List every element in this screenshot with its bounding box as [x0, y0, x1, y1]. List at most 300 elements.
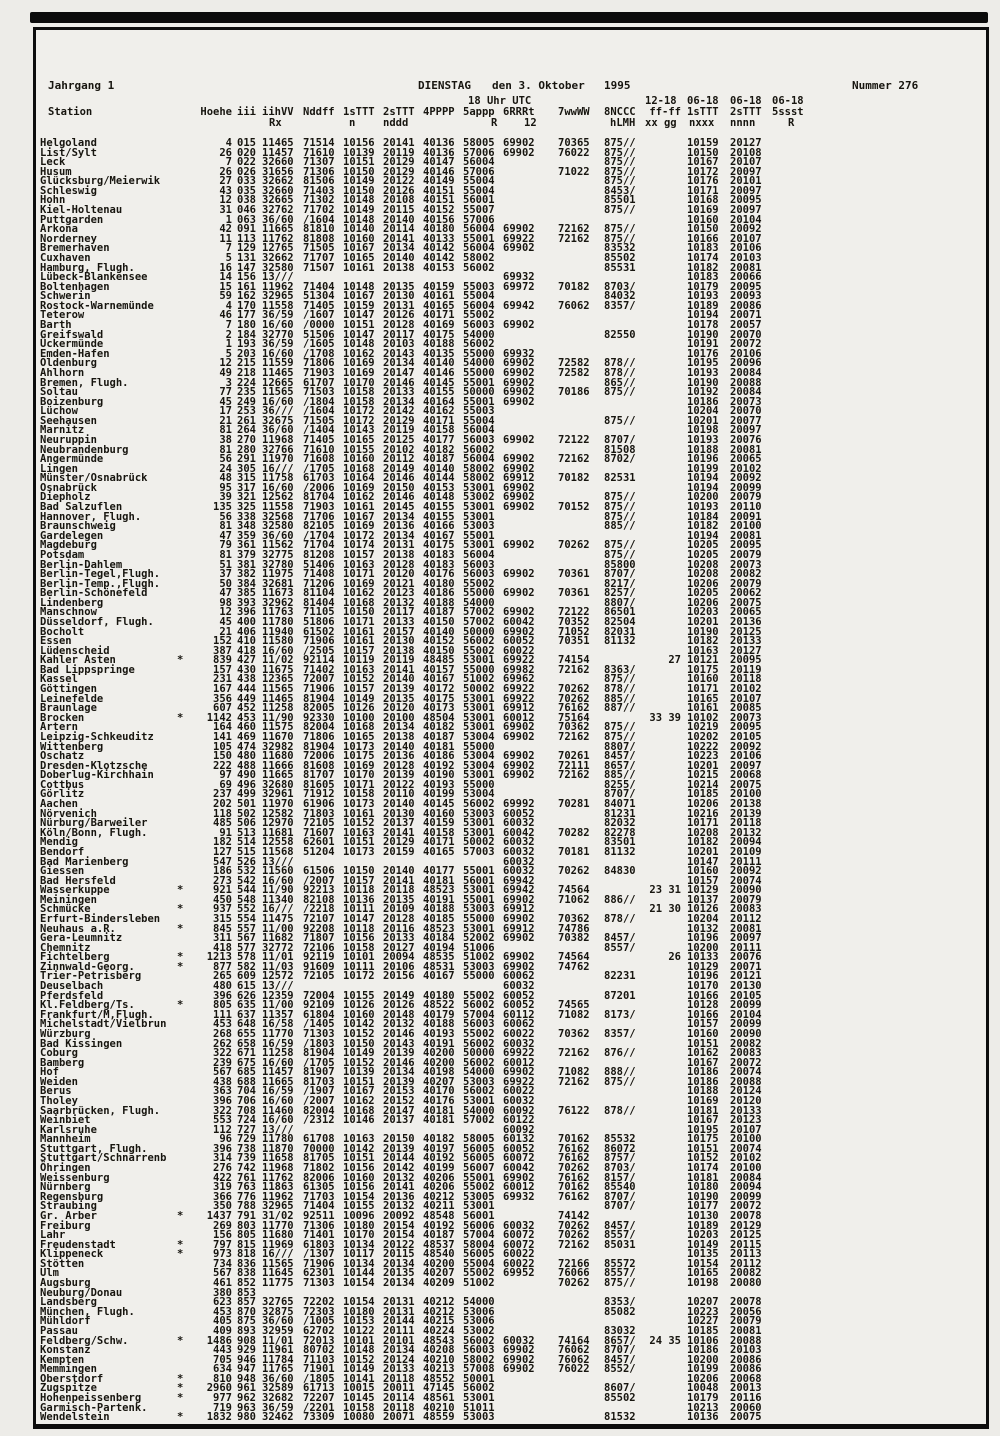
- cell-5appp: 55004: [463, 414, 495, 427]
- table-row: [0, 1401, 1000, 1414]
- cell-iihvv: 11970: [262, 453, 294, 466]
- cell-iihvv: 12359: [262, 989, 294, 1002]
- cell-5appp: 53001: [463, 721, 495, 734]
- cell-hoehe: 105: [213, 740, 232, 753]
- cell-iihvv: 32762: [262, 204, 294, 217]
- cell-iii: 400: [237, 616, 256, 628]
- cell-2sttt: 20115: [383, 1248, 415, 1261]
- cell-1sttt: 10157: [343, 683, 375, 696]
- cell-2sttt-0618: 20086: [730, 1363, 762, 1376]
- cell-hoehe: 27: [219, 175, 232, 188]
- cell-iihvv: 32665: [262, 194, 294, 207]
- cell-2sttt-0618: 20082: [730, 1037, 762, 1050]
- cell-hoehe: 37: [219, 568, 232, 581]
- cell-iii: 635: [237, 999, 256, 1012]
- cell-5appp: 55004: [463, 290, 495, 303]
- cell-5appp: 53001: [463, 539, 495, 552]
- cell-1sttt: 10147: [343, 328, 375, 341]
- cell-4pppp: 40186: [423, 750, 455, 763]
- cell-nddff: 81904: [303, 740, 335, 753]
- cell-7wwww: 72162: [558, 1075, 590, 1088]
- cell-7wwww: 70262: [558, 865, 590, 878]
- cell-iihvv: 11968: [262, 433, 294, 446]
- cell-hoehe: 42: [219, 223, 232, 236]
- cell-iihvv: 36/59: [262, 1401, 294, 1414]
- cell-iihvv: 11665: [262, 223, 294, 236]
- cell-1sttt: 10170: [343, 1229, 375, 1242]
- cell-1sttt-0618: 10182: [687, 635, 719, 648]
- cell-nddff: 71610: [303, 443, 335, 456]
- cell-hoehe: 380: [213, 1286, 232, 1299]
- table-row: [0, 1286, 1000, 1299]
- station-name: Marnitz: [40, 424, 85, 437]
- cell-8nccc: 8707/: [604, 568, 636, 581]
- cell-1sttt: 10172: [343, 970, 375, 983]
- table-row: [0, 922, 1000, 935]
- station-name: Arkona: [40, 223, 78, 236]
- cell-5appp: 56004: [463, 453, 495, 466]
- cell-hoehe: 17: [219, 405, 232, 418]
- cell-1sttt: 10169: [343, 481, 375, 494]
- cell-iihvv: 11559: [262, 357, 294, 370]
- cell-2sttt-0618: 20138: [730, 798, 762, 811]
- cell-2sttt: 20119: [383, 424, 415, 437]
- cell-iii: 406: [237, 625, 256, 638]
- cell-iihvv: 11765: [262, 1363, 294, 1376]
- cell-2sttt: 20122: [383, 175, 415, 188]
- cell-5appp: 55001: [463, 893, 495, 906]
- table-row: [0, 158, 1000, 168]
- cell-5appp: 53001: [463, 711, 495, 724]
- cell-iii: 554: [237, 912, 256, 925]
- cell-1sttt-0618: 10205: [687, 587, 719, 600]
- cell-iihvv: 36///: [262, 405, 294, 418]
- cell-8nccc: 875//: [604, 165, 636, 178]
- cell-5appp: 53001: [463, 481, 495, 494]
- cell-2sttt: 20134: [383, 721, 415, 734]
- cell-nddff: 82005: [303, 702, 335, 715]
- cell-1sttt-0618: 10192: [687, 386, 719, 399]
- cell-hoehe: 734: [213, 1257, 232, 1270]
- table-row: [0, 474, 1000, 484]
- table-row: [0, 1305, 1000, 1318]
- cell-4pppp: 40150: [423, 616, 455, 628]
- cell-hoehe: 387: [213, 644, 232, 657]
- cell-7wwww: 74564: [558, 884, 590, 897]
- cell-5appp: 53001: [463, 1095, 495, 1107]
- cell-nddff: /1705: [303, 1056, 335, 1069]
- cell-1sttt: 10119: [343, 654, 375, 667]
- cell-6rrrt: 69902: [503, 587, 535, 600]
- cell-6rrrt: 69902: [503, 750, 535, 763]
- cell-4pppp: 40159: [423, 280, 455, 293]
- cell-6rrrt: 69932: [503, 347, 535, 360]
- cell-2sttt: 20144: [383, 1315, 415, 1328]
- table-row: [0, 912, 1000, 925]
- cell-hoehe: 26: [219, 165, 232, 178]
- cell-4pppp: 40140: [423, 357, 455, 370]
- cell-hoehe: 553: [213, 1114, 232, 1127]
- cell-iii: 162: [237, 290, 256, 303]
- cell-4pppp: 48561: [423, 1391, 455, 1404]
- table-row: [0, 433, 1000, 446]
- cell-2sttt-0618: 20076: [730, 433, 762, 446]
- cell-1sttt-0618: 10215: [687, 769, 719, 782]
- cell-2sttt: 20153: [383, 1085, 415, 1098]
- cell-hoehe: 315: [213, 912, 232, 925]
- station-name: Freudenstadt: [40, 1238, 116, 1251]
- cell-6rrrt: 60132: [503, 1133, 535, 1146]
- cell-2sttt-0618: 20133: [730, 1104, 762, 1117]
- cell-5appp: 54000: [463, 596, 495, 609]
- cell-2sttt-0618: 20073: [730, 711, 762, 724]
- cell-1sttt-0618: 10168: [687, 194, 719, 207]
- cell-5appp: 53003: [463, 960, 495, 973]
- cell-2sttt: 20130: [383, 807, 415, 820]
- cell-7wwww: 70352: [558, 616, 590, 628]
- cell-1sttt-0618: 10152: [687, 1152, 719, 1165]
- table-row: [0, 376, 1000, 389]
- cell-7wwww: 76162: [558, 1171, 590, 1184]
- column-sub-label: xx gg: [645, 117, 677, 129]
- cell-iihvv: 11645: [262, 1267, 294, 1280]
- cell-4pppp: 40149: [423, 175, 455, 188]
- cell-1sttt: 10122: [343, 1324, 375, 1337]
- station-name: Lingen: [40, 462, 78, 475]
- cell-iii: 393: [237, 596, 256, 609]
- cell-iihvv: 11/90: [262, 884, 294, 897]
- cell-nddff: 92109: [303, 999, 335, 1012]
- cell-iii: 488: [237, 759, 256, 772]
- cell-iii: 688: [237, 1075, 256, 1088]
- cell-2sttt: 20127: [383, 941, 415, 954]
- cell-5appp: 55002: [463, 309, 495, 322]
- cell-hoehe: 719: [213, 1401, 232, 1414]
- cell-2sttt-0618: 20013: [730, 1382, 762, 1395]
- cell-hoehe: 14: [219, 271, 232, 284]
- column-label: 4PPPP: [423, 106, 455, 118]
- cell-5appp: 55007: [463, 204, 495, 217]
- cell-2sttt-0618: 20071: [730, 960, 762, 973]
- cell-2sttt: 20123: [383, 587, 415, 600]
- column-labels: [0, 107, 1000, 118]
- station-name: Trier-Petrisberg: [40, 970, 142, 983]
- cell-4pppp: 40175: [423, 328, 455, 341]
- cell-iihvv: 32780: [262, 558, 294, 571]
- cell-4pppp: 48559: [423, 1411, 455, 1424]
- cell-5appp: 50002: [463, 683, 495, 696]
- cell-nddff: 81707: [303, 769, 335, 782]
- cell-iii: 980: [237, 1411, 256, 1424]
- cell-nddff: /1605: [303, 338, 335, 351]
- cell-1sttt-0618: 10195: [687, 357, 719, 370]
- cell-8nccc: 82550: [604, 328, 636, 341]
- cell-2sttt: 20134: [383, 242, 415, 255]
- cell-4pppp: 40150: [423, 644, 455, 657]
- cell-hoehe: 921: [213, 884, 232, 897]
- cell-iii: 490: [237, 769, 256, 782]
- cell-7wwww: 72162: [558, 232, 590, 245]
- cell-2sttt: 20140: [383, 740, 415, 753]
- cell-hoehe: 157: [213, 663, 232, 676]
- cell-5appp: 55000: [463, 740, 495, 753]
- cell-1sttt: 10171: [343, 568, 375, 581]
- cell-iihvv: 16/60: [262, 1095, 294, 1107]
- cell-hoehe: 2960: [206, 1382, 232, 1395]
- cell-2sttt-0618: 20078: [730, 1209, 762, 1222]
- cell-iii: 791: [237, 1209, 256, 1222]
- column-label: ff-ff: [649, 106, 681, 118]
- cell-1sttt: 10159: [343, 299, 375, 312]
- cell-iii: 449: [237, 692, 256, 705]
- cell-1sttt: 10162: [343, 1095, 375, 1107]
- cell-5appp: 50000: [463, 1047, 495, 1060]
- cell-iihvv: 31656: [262, 165, 294, 178]
- cell-2sttt-0618: 20097: [730, 424, 762, 437]
- cell-iii: 738: [237, 1142, 256, 1155]
- cell-iihvv: 11770: [262, 1219, 294, 1232]
- cell-1sttt: 10096: [343, 1209, 375, 1222]
- cell-1sttt-0618: 10205: [687, 539, 719, 552]
- cell-5appp: 53002: [463, 1324, 495, 1337]
- cell-8nccc: 875//: [604, 146, 636, 159]
- cell-8nccc: 82504: [604, 616, 636, 628]
- cell-4pppp: 40194: [423, 941, 455, 954]
- table-row: [0, 1068, 1000, 1078]
- cell-5appp: 56002: [463, 635, 495, 648]
- cell-2sttt: 20133: [383, 932, 415, 945]
- station-name: Würzburg: [40, 1027, 91, 1040]
- cell-nddff: 72107: [303, 912, 335, 925]
- cell-7wwww: 70282: [558, 826, 590, 839]
- cell-4pppp: 40160: [423, 807, 455, 820]
- table-row: [0, 1269, 1000, 1279]
- table-row: [0, 893, 1000, 906]
- cell-2sttt: 20149: [383, 989, 415, 1002]
- cell-1sttt-0618: 10162: [687, 1047, 719, 1060]
- station-name: Kl.Feldberg/Ts.: [40, 999, 135, 1012]
- cell-nddff: 71507: [303, 261, 335, 274]
- cell-4pppp: 40156: [423, 213, 455, 226]
- column-sub-label: R: [788, 117, 795, 129]
- cell-4pppp: 40207: [423, 1267, 455, 1280]
- cell-2sttt: 20133: [383, 616, 415, 628]
- cell-1sttt-0618: 10160: [687, 865, 719, 878]
- cell-iii: 544: [237, 884, 256, 897]
- cell-iii: 853: [237, 1286, 256, 1299]
- cell-hoehe: 480: [213, 980, 232, 993]
- cell-nddff: 61906: [303, 798, 335, 811]
- station-star: *: [177, 1248, 184, 1261]
- cell-iihvv: 11558: [262, 299, 294, 312]
- cell-nddff: 72004: [303, 989, 335, 1002]
- cell-7wwww: 76022: [558, 1363, 590, 1376]
- cell-2sttt: 20129: [383, 836, 415, 849]
- cell-hoehe: 623: [213, 1296, 232, 1309]
- cell-hoehe: 152: [213, 635, 232, 648]
- cell-6rrrt: 60052: [503, 999, 535, 1012]
- cell-4pppp: 40164: [423, 395, 455, 408]
- cell-2sttt: 20118: [383, 1372, 415, 1385]
- column-label: Hoehe: [200, 106, 232, 118]
- cell-4pppp: 40212: [423, 1305, 455, 1318]
- cell-6rrrt: 69902: [503, 453, 535, 466]
- cell-2sttt: 20150: [383, 481, 415, 494]
- cell-2sttt: 20114: [383, 1391, 415, 1404]
- cell-6rrrt: 69902: [503, 386, 535, 399]
- cell-1sttt-0618: 10203: [687, 606, 719, 619]
- table-row: [0, 656, 1000, 666]
- cell-5appp: 58002: [463, 251, 495, 264]
- cell-iii: 452: [237, 702, 256, 715]
- cell-1sttt: 10148: [343, 338, 375, 351]
- cell-nddff: /1405: [303, 1018, 335, 1031]
- cell-4pppp: 40136: [423, 137, 455, 149]
- cell-6rrrt: 60062: [503, 970, 535, 983]
- cell-1sttt: 10171: [343, 616, 375, 628]
- cell-iii: 396: [237, 606, 256, 619]
- cell-iii: 908: [237, 1334, 256, 1347]
- cell-5appp: 55004: [463, 175, 495, 188]
- cell-nddff: 82105: [303, 520, 335, 533]
- cell-4pppp: 40187: [423, 1229, 455, 1242]
- table-row: [0, 1087, 1000, 1097]
- cell-iii: 264: [237, 424, 256, 437]
- cell-nddff: 82004: [303, 721, 335, 734]
- cell-1sttt: 10158: [343, 1401, 375, 1414]
- cell-4pppp: 40152: [423, 635, 455, 648]
- station-name: Kempten: [40, 1353, 85, 1366]
- cell-6rrrt: 69902: [503, 319, 535, 332]
- cell-4pppp: 40210: [423, 1353, 455, 1366]
- station-name: Wendelstein: [40, 1411, 110, 1424]
- station-name: Bad Marienberg: [40, 855, 129, 868]
- cell-hoehe: 164: [213, 721, 232, 734]
- cell-1sttt: 10163: [343, 558, 375, 571]
- cell-7wwww: 70361: [558, 568, 590, 581]
- cell-5appp: 56002: [463, 443, 495, 456]
- cell-7wwww: 75164: [558, 711, 590, 724]
- cell-2sttt-0618: 20099: [730, 1190, 762, 1203]
- cell-5appp: 53001: [463, 692, 495, 705]
- table-row: [0, 414, 1000, 427]
- station-name: Lahr: [40, 1229, 66, 1242]
- table-row: [0, 443, 1000, 456]
- cell-iii: 626: [237, 989, 256, 1002]
- cell-8nccc: 875//: [604, 175, 636, 188]
- cell-hoehe: 51: [219, 558, 232, 571]
- table-row: [0, 790, 1000, 800]
- cell-hoehe: 1213: [206, 951, 232, 964]
- cell-iihvv: 11565: [262, 683, 294, 696]
- cell-1sttt-0618: 10161: [687, 702, 719, 715]
- column-sub-label: nxxx: [689, 117, 715, 129]
- cell-1sttt-0618: 10216: [687, 807, 719, 820]
- table-row: [0, 752, 1000, 762]
- table-row: [0, 685, 1000, 695]
- cell-2sttt-0618: 20077: [730, 414, 762, 427]
- cell-iii: 761: [237, 1171, 256, 1184]
- cell-iihvv: 12765: [262, 242, 294, 255]
- cell-hoehe: 15: [219, 280, 232, 293]
- cell-iii: 177: [237, 309, 256, 322]
- cell-2sttt: 20133: [383, 386, 415, 399]
- cell-2sttt-0618: 20095: [730, 539, 762, 552]
- cell-2sttt-0618: 20073: [730, 558, 762, 571]
- table-row: [0, 644, 1000, 657]
- cell-8nccc: 8703/: [604, 1162, 636, 1175]
- cell-iii: 305: [237, 462, 256, 475]
- cell-2sttt: 20140: [383, 798, 415, 811]
- cell-1sttt-0618: 10150: [687, 223, 719, 236]
- cell-2sttt: 20140: [383, 213, 415, 226]
- cell-ffff: 33 39: [649, 711, 681, 724]
- cell-nddff: /1907: [303, 1085, 335, 1098]
- cell-1sttt-0618: 10182: [687, 520, 719, 533]
- cell-5appp: 55000: [463, 970, 495, 983]
- cell-4pppp: 48522: [423, 999, 455, 1012]
- cell-iii: 648: [237, 1018, 256, 1031]
- cell-5appp: 53004: [463, 759, 495, 772]
- cell-1sttt: 10173: [343, 740, 375, 753]
- cell-5appp: 57004: [463, 1008, 495, 1021]
- cell-1sttt-0618: 10177: [687, 1200, 719, 1213]
- cell-2sttt: 20143: [383, 1037, 415, 1050]
- cell-2sttt: 20111: [383, 1324, 415, 1337]
- cell-2sttt: 20159: [383, 845, 415, 858]
- cell-iii: 015: [237, 137, 256, 149]
- table-row: [0, 206, 1000, 216]
- cell-1sttt: 10161: [343, 501, 375, 514]
- cell-2sttt: 20150: [383, 1133, 415, 1146]
- column-sub-label: nnnn: [730, 117, 756, 129]
- cell-2sttt: 20126: [383, 309, 415, 322]
- station-name: Berlin-Tegel,Flugh.: [40, 568, 161, 581]
- cell-6rrrt: 60062: [503, 1018, 535, 1031]
- cell-2sttt: 20130: [383, 635, 415, 648]
- cell-iii: 557: [237, 922, 256, 935]
- cell-1sttt: 10100: [343, 711, 375, 724]
- cell-2sttt-0618: 20086: [730, 1353, 762, 1366]
- cell-nddff: 81904: [303, 1047, 335, 1060]
- cell-2sttt-0618: 20094: [730, 1181, 762, 1194]
- cell-iii: 637: [237, 1008, 256, 1021]
- cell-2sttt-0618: 20107: [730, 232, 762, 245]
- cell-1sttt-0618: 10157: [687, 874, 719, 887]
- cell-5appp: 53003: [463, 1411, 495, 1424]
- cell-7wwww: 72162: [558, 223, 590, 236]
- cell-iihvv: 32580: [262, 520, 294, 533]
- cell-2sttt-0618: 20130: [730, 980, 762, 993]
- cell-2sttt: 20141: [383, 232, 415, 245]
- cell-1sttt: 10154: [343, 1296, 375, 1309]
- station-star: *: [177, 884, 184, 897]
- cell-1sttt: 10161: [343, 625, 375, 638]
- table-row: [0, 510, 1000, 523]
- cell-2sttt-0618: 20071: [730, 309, 762, 322]
- cell-1sttt-0618: 10169: [687, 204, 719, 217]
- station-name: Braunschweig: [40, 520, 116, 533]
- cell-iii: 474: [237, 740, 256, 753]
- cell-1sttt: 10149: [343, 692, 375, 705]
- cell-iii: 224: [237, 376, 256, 389]
- cell-nddff: 82004: [303, 1104, 335, 1117]
- station-name: Coburg: [40, 1047, 78, 1060]
- cell-1sttt-0618: 10201: [687, 845, 719, 858]
- cell-1sttt-0618: 10150: [687, 146, 719, 159]
- cell-4pppp: 40172: [423, 683, 455, 696]
- cell-nddff: 61804: [303, 1008, 335, 1021]
